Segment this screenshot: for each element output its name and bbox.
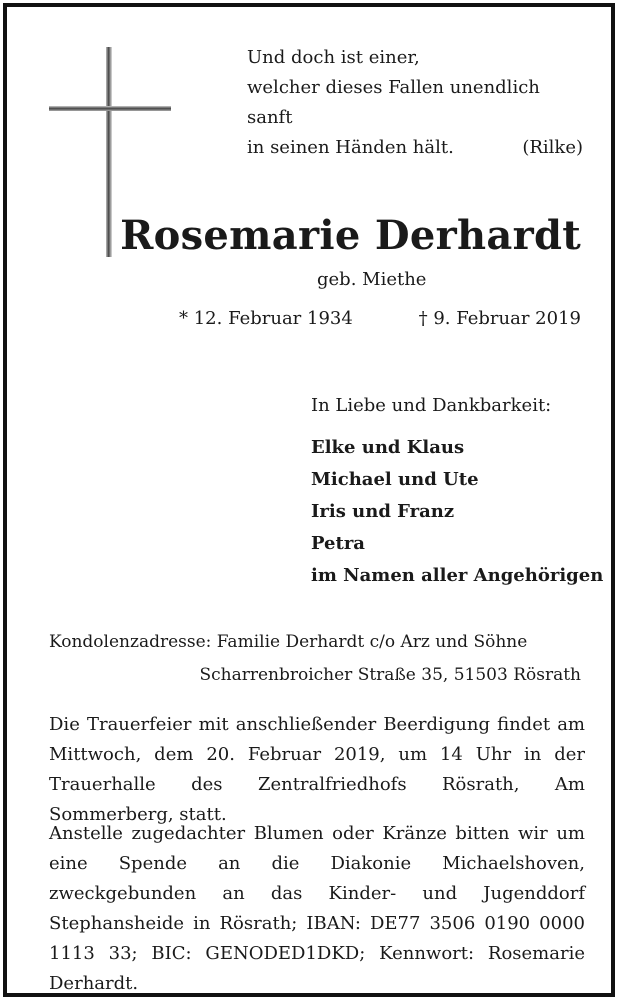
list-item: Iris und Franz bbox=[311, 501, 455, 522]
funeral-info: Die Trauerfeier mit anschließender Beerdigung findet am Mittwoch, dem 20. Februar 2019, um 14 Uhr in der Trauerhalle des Zentralfriedhofs Rösrath, Am Sommerberg, statt. bbox=[49, 714, 585, 825]
cross-icon-horizontal bbox=[49, 106, 171, 111]
cross-icon-vertical bbox=[106, 47, 112, 257]
maiden-name: geb. Miethe bbox=[317, 269, 427, 290]
quote-line: Und doch ist einer, bbox=[247, 47, 420, 68]
death-date: † 9. Februar 2019 bbox=[418, 308, 581, 329]
obituary-frame bbox=[3, 3, 615, 997]
mourners-list bbox=[311, 432, 603, 592]
quote-line: in seinen Händen hält. bbox=[247, 137, 454, 158]
donation-info: Anstelle zugedachter Blumen oder Kränze bitten wir um eine Spende an die Diakonie Michaelshoven, zweckgebunden an das Kinder- und Jugenddorf Stephansheide in Rösrath; IBAN: DE77 3506 0190 0000 1113 33; BIC: GENODED1DKD; Kennwort: Rosemarie Derhardt. bbox=[49, 823, 585, 994]
quote-author: (Rilke) bbox=[522, 137, 583, 158]
list-item: Michael und Ute bbox=[311, 469, 479, 490]
birth-date: * 12. Februar 1934 bbox=[179, 308, 353, 329]
list-item: Elke und Klaus bbox=[311, 437, 465, 458]
deceased-name: Rosemarie Derhardt bbox=[120, 212, 581, 259]
list-item: im Namen aller Angehörigen bbox=[311, 565, 604, 586]
condolence-street: Scharrenbroicher Straße 35, 51503 Rösrath bbox=[199, 665, 581, 685]
condolence-address: Kondolenzadresse: Familie Derhardt c/o Arz und Söhne bbox=[49, 632, 528, 652]
quote-line: welcher dieses Fallen unendlich sanft bbox=[247, 77, 540, 128]
list-item: Petra bbox=[311, 533, 365, 554]
mourners-intro: In Liebe und Dankbarkeit: bbox=[311, 395, 552, 416]
